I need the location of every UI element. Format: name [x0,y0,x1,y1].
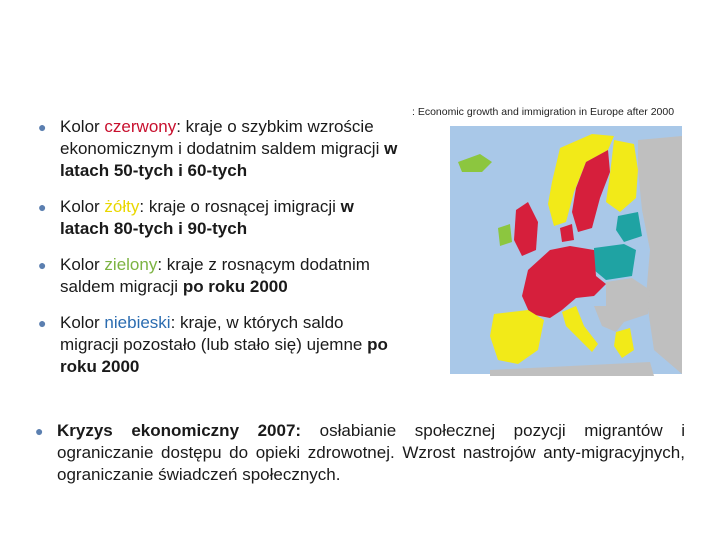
color-word-green: zielony [104,255,158,274]
bullet-dot-icon: ● [38,315,47,331]
bullet-text: Kolor [60,117,105,136]
bullet-text: : kraje, w których saldo migracji pozostało (lub stało się) ujemne [60,313,368,354]
footer-bold: Kryzys ekonomiczny 2007: [57,421,302,440]
bullet-list [38,116,398,392]
country-ireland [498,224,512,246]
bullet-dot-icon: ● [35,423,44,439]
map-title: : Economic growth and immigration in Europe after 2000 [412,106,675,118]
bullet-green [38,254,398,298]
europe-map-svg [410,100,686,376]
bullet-text: : kraje z rosnącym dodatnim saldem migracji [60,255,370,296]
footer-bullet [35,420,685,486]
bullet-text: Kolor [60,197,105,216]
bullet-blue [38,312,398,378]
bullet-text: : kraje o szybkim wzroście ekonomicznym i dodatnim saldem migracji [60,117,385,158]
bullet-dot-icon: ● [38,199,47,215]
bullet-text: Kolor [60,255,105,274]
bullet-bold: w latach 80-tych i 90-tych [60,197,354,238]
footer-text [35,420,685,486]
country-poland [594,244,636,280]
color-word-blue: niebieski [104,313,171,332]
bullet-yellow [38,196,398,240]
europe-map [410,100,686,376]
bullet-text: Kolor [60,313,105,332]
color-word-red: czerwony [104,117,177,136]
bullet-bold: po roku 2000 [182,277,288,296]
bullet-bold: po roku 2000 [60,335,388,376]
bullet-text: : kraje o rosnącej imigracji [139,197,341,216]
bullet-red [38,116,398,182]
footer-body: osłabianie społecznej pozycji migrantów i ograniczanie dostępu do opieki zdrowotnej. Wzrost nastrojów anty-migracyjnych, ograniczanie świadczeń społecznych. [57,421,685,484]
color-word-yellow: żółty [104,197,140,216]
bullet-dot-icon: ● [38,257,47,273]
bullet-bold: w latach 50-tych i 60-tych [60,139,398,180]
bullet-dot-icon: ● [38,119,47,135]
